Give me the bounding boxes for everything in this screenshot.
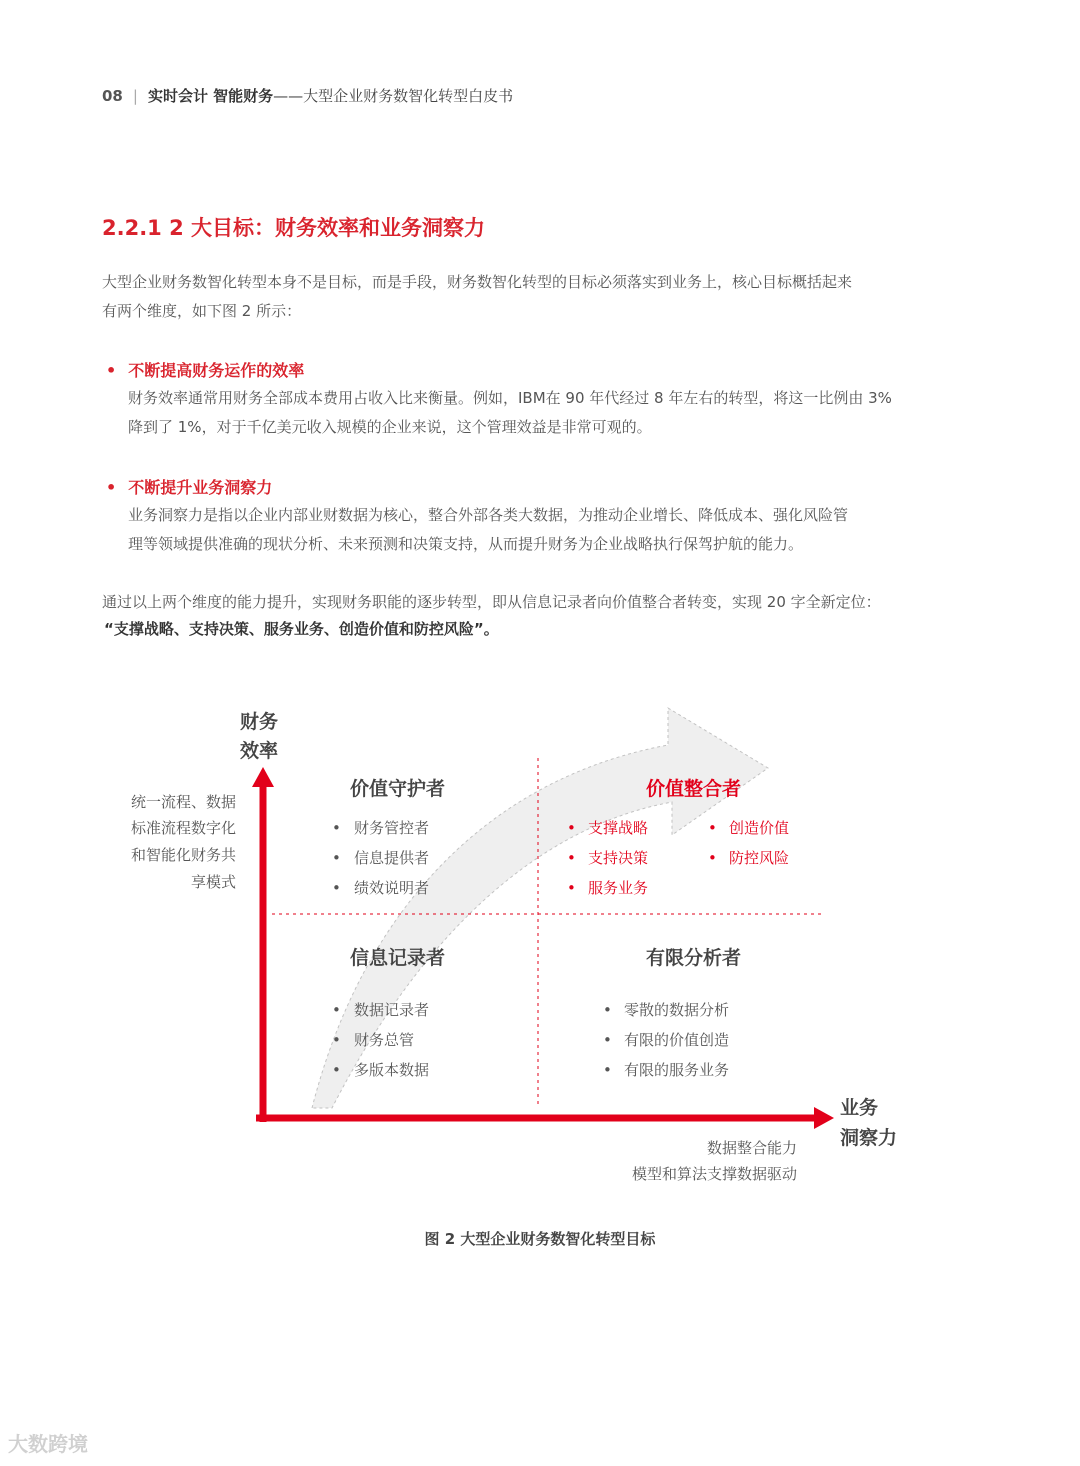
bullet-1-title-text: 不断提高财务运作的效率 (128, 361, 305, 380)
bullet-glyph: • (567, 849, 576, 867)
bullet-2-title-text: 不断提升业务洞察力 (128, 478, 273, 497)
x-axis-label-line-1: 业务 (840, 1097, 879, 1119)
bullet-1-title (106, 358, 304, 381)
watermark-logo (8, 1428, 88, 1457)
quadrant-top-right-item-1: 支撑战略 (588, 819, 649, 837)
bullet-glyph: • (603, 1061, 612, 1079)
conclusion-quote: “支撑战略、支持决策、服务业务、创造价值和防控风险”。 (104, 620, 499, 638)
intro-line-1: 大型企业财务数智化转型本身不是目标，而是手段，财务数智化转型的目标必须落实到业务上，核心目标概括起来 (102, 273, 853, 291)
bullet-2-line-1: 业务洞察力是指以企业内部业财数据为核心，整合外部各类大数据，为推动企业增长、降低成本、强化风险管 (128, 506, 849, 524)
y-side-note-line-3: 和智能化财务共 (130, 846, 236, 864)
quadrant-top-right-item-5: 防控风险 (729, 849, 790, 867)
x-axis-label-line-2: 洞察力 (840, 1127, 898, 1149)
section-title: 2.2.1 2 大目标：财务效率和业务洞察力 (102, 216, 486, 240)
quadrant-top-left-item-3: 绩效说明者 (354, 879, 430, 897)
bullet-glyph: • (567, 819, 576, 837)
y-side-note-line-2: 标准流程数字化 (130, 819, 236, 837)
header-separator: | (132, 87, 138, 105)
quadrant-bottom-right-item-2: 有限的价值创造 (624, 1031, 730, 1049)
quadrant-top-right-item-2: 支持决策 (588, 849, 649, 867)
y-side-note-line-1: 统一流程、数据 (130, 793, 236, 811)
intro-line-2: 有两个维度，如下图 2 所示： (102, 302, 302, 320)
figure-caption: 图 2 大型企业财务数智化转型目标 (424, 1230, 656, 1248)
quadrant-top-left-item-2: 信息提供者 (354, 849, 430, 867)
quadrant-top-right-item-4: 创造价值 (729, 819, 790, 837)
conclusion-paragraph: 通过以上两个维度的能力提升，实现财务职能的逐步转型，即从信息记录者向价值整合者转变，实现 20 字全新定位： (102, 593, 881, 611)
quadrant-bottom-right-item-1: 零散的数据分析 (624, 1001, 730, 1019)
quadrant-bottom-left-title: 信息记录者 (350, 947, 446, 969)
bullet-2-line-2: 理等领域提供准确的现状分析、未来预测和决策支持，从而提升财务为企业战略执行保驾护航的能力。 (128, 535, 804, 553)
quadrant-bottom-left-item-3: 多版本数据 (354, 1061, 430, 1079)
y-axis-label-line-2: 效率 (240, 740, 279, 762)
quadrant-top-left-title: 价值守护者 (350, 778, 446, 800)
page-number: 08 (102, 87, 123, 105)
quadrant-bottom-right-item-3: 有限的服务业务 (624, 1061, 730, 1079)
bullet-glyph: • (708, 819, 717, 837)
bullet-1-body (128, 384, 928, 442)
bullet-1-line-2: 降到了 1%，对于千亿美元收入规模的企业来说，这个管理效益是非常可观的。 (128, 418, 652, 436)
bullet-glyph: • (603, 1001, 612, 1019)
header-title-rest: ——大型企业财务数智化转型白皮书 (273, 87, 514, 105)
bullet-glyph: • (332, 879, 341, 897)
watermark-text: 大数跨境 (8, 1432, 88, 1456)
bullet-glyph: • (332, 1031, 341, 1049)
quadrant-top-left-item-1: 财务管控者 (354, 819, 430, 837)
y-axis-label-line-1: 财务 (240, 711, 279, 733)
quadrant-diagram (0, 690, 1080, 1210)
bullet-glyph: • (332, 819, 341, 837)
bullet-glyph: • (332, 1001, 341, 1019)
bullet-glyph: • (567, 879, 576, 897)
bullet-2-body (128, 501, 928, 559)
quadrant-bottom-left-item-1: 数据记录者 (354, 1001, 430, 1019)
quadrant-top-right-title: 价值整合者 (646, 778, 742, 800)
x-side-note-line-2: 模型和算法支撑数据驱动 (631, 1165, 797, 1183)
intro-paragraph (102, 268, 932, 326)
bullet-glyph: • (708, 849, 717, 867)
quadrant-bottom-right-title: 有限分析者 (646, 947, 742, 969)
bullet-glyph: • (603, 1031, 612, 1049)
bullet-glyph: • (332, 1061, 341, 1079)
y-side-note-line-4: 享模式 (190, 873, 236, 891)
x-side-note-line-1: 数据整合能力 (706, 1139, 797, 1157)
bullet-2-title (106, 475, 272, 498)
bullet-2-dot: • (106, 478, 117, 497)
bullet-1-line-1: 财务效率通常用财务全部成本费用占收入比来衡量。例如，IBM在 90 年代经过 8 年左右的转型，将这一比例由 3% (128, 389, 892, 407)
bullet-1-dot: • (106, 361, 117, 380)
quadrant-bottom-left-item-2: 财务总管 (354, 1031, 415, 1049)
bullet-glyph: • (332, 849, 341, 867)
running-header (102, 85, 513, 106)
quadrant-top-right-item-3: 服务业务 (588, 879, 649, 897)
y-axis-arrowhead (252, 767, 274, 787)
x-axis-arrowhead (814, 1107, 834, 1129)
header-title-bold: 实时会计 智能财务 (147, 87, 274, 105)
